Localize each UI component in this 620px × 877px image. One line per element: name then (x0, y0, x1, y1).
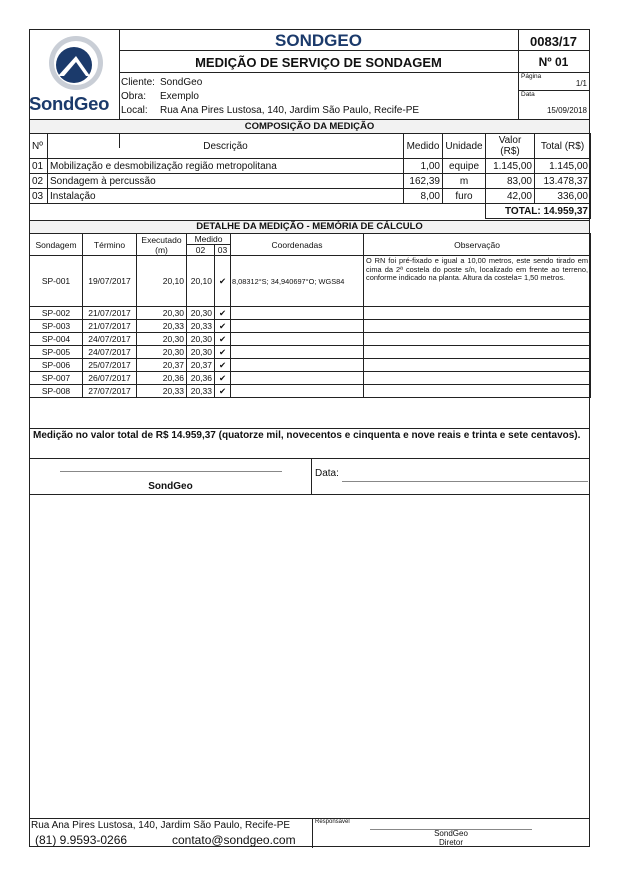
cell-hole: SP-005 (30, 346, 83, 359)
check-icon: ✔ (215, 346, 231, 359)
document-number: 0083/17 (530, 34, 577, 49)
detail-table (29, 233, 591, 398)
cell-end: 24/07/2017 (83, 346, 137, 359)
measure-number: Nº 01 (538, 55, 569, 69)
cell-coords (231, 320, 364, 333)
cell-coords (231, 307, 364, 320)
cell-executed: 20,33 (137, 320, 187, 333)
cell-coords (231, 385, 364, 398)
cell-end: 27/07/2017 (83, 385, 137, 398)
cell-hole: SP-002 (30, 307, 83, 320)
cell-measured-02: 20,33 (187, 320, 215, 333)
table-row (30, 307, 591, 320)
check-icon: ✔ (215, 372, 231, 385)
cell-executed: 20,33 (137, 385, 187, 398)
check-icon: ✔ (215, 256, 231, 307)
cell-measured: 162,39 (404, 174, 443, 189)
work-label: Obra: (121, 91, 147, 102)
cell-obs: O RN foi pré-fixado e igual a 10,00 metros, este sendo tirado em cima da 2ª costela do poste s/n, localizado em frente ao terreno, conforme indicado na planta. Altura da costela= 1,50 metros. (364, 256, 591, 307)
logo-mark-icon (30, 32, 119, 94)
footer-address: Rua Ana Pires Lustosa, 140, Jardim São Paulo, Recife-PE (31, 820, 291, 831)
cell-obs (364, 307, 591, 320)
cell-unit: m (443, 174, 486, 189)
cell-executed: 20,36 (137, 372, 187, 385)
company-name: SONDGEO (275, 31, 362, 50)
cell-total: 1.145,00 (535, 159, 591, 174)
cell-hole: SP-001 (30, 256, 83, 307)
cell-coords (231, 346, 364, 359)
date-value: 15/09/2018 (546, 106, 587, 115)
check-icon: ✔ (215, 385, 231, 398)
col-num: Nº (30, 134, 48, 159)
table-row (30, 320, 591, 333)
col-measured: Medido (404, 134, 443, 159)
cell-obs (364, 372, 591, 385)
logo-text: SondGeo (29, 93, 110, 114)
page-value: 1/1 (575, 79, 587, 88)
cell-end: 26/07/2017 (83, 372, 137, 385)
cell-hole: SP-004 (30, 333, 83, 346)
check-icon: ✔ (215, 333, 231, 346)
table-row (30, 372, 591, 385)
cell-measured: 8,00 (404, 189, 443, 204)
date-sign-label: Data: (315, 468, 339, 479)
col-obs: Observação (364, 234, 591, 256)
col-value: Valor (R$) (486, 134, 535, 159)
table-row (30, 333, 591, 346)
client-value: SondGeo (160, 77, 203, 88)
cell-end: 25/07/2017 (83, 359, 137, 372)
client-label: Cliente: (121, 77, 155, 88)
cell-executed: 20,30 (137, 307, 187, 320)
cell-measured-02: 20,30 (187, 346, 215, 359)
responsible-role: Diretor (438, 838, 463, 847)
cell-desc: Instalação (48, 189, 404, 204)
cell-coords (231, 372, 364, 385)
cell-obs (364, 385, 591, 398)
col-executed: Executado (m) (137, 234, 187, 256)
cell-executed: 20,30 (137, 333, 187, 346)
company-logo (30, 30, 119, 119)
total-in-words: Medição no valor total de R$ 14.959,37 (quatorze mil, novecentos e cinquenta e nove reais e trinta e sete centavos). (33, 430, 581, 441)
page-label: Página (521, 73, 542, 80)
col-hole: Sondagem (30, 234, 83, 256)
date-label: Data (521, 91, 535, 98)
cell-end: 19/07/2017 (83, 256, 137, 307)
cell-obs (364, 333, 591, 346)
signature-line (60, 471, 282, 472)
footer-phone: (81) 9.9593-0266 (35, 833, 128, 847)
cell-desc: Sondagem à percussão (48, 174, 404, 189)
cell-end: 24/07/2017 (83, 333, 137, 346)
cell-measured-02: 20,37 (187, 359, 215, 372)
cell-measured-02: 20,33 (187, 385, 215, 398)
table-row (30, 159, 591, 174)
composition-section-title: COMPOSIÇÃO DA MEDIÇÃO (30, 120, 589, 134)
col-total: Total (R$) (535, 134, 591, 159)
cell-measured: 1,00 (404, 159, 443, 174)
table-row (30, 385, 591, 398)
composition-table (29, 133, 591, 219)
cell-value: 83,00 (486, 174, 535, 189)
cell-hole: SP-006 (30, 359, 83, 372)
cell-num: 03 (30, 189, 48, 204)
work-value: Exemplo (160, 91, 199, 102)
cell-measured-02: 20,10 (187, 256, 215, 307)
cell-executed: 20,30 (137, 346, 187, 359)
document-title: MEDIÇÃO DE SERVIÇO DE SONDAGEM (195, 55, 442, 70)
col-coords: Coordenadas (231, 234, 364, 256)
cell-end: 21/07/2017 (83, 320, 137, 333)
col-measured-02: 02 (187, 245, 215, 256)
cell-unit: equipe (443, 159, 486, 174)
cell-measured-02: 20,30 (187, 307, 215, 320)
cell-measured-02: 20,36 (187, 372, 215, 385)
cell-value: 42,00 (486, 189, 535, 204)
signatory-name: SondGeo (148, 481, 193, 492)
cell-num: 01 (30, 159, 48, 174)
table-row (30, 189, 591, 204)
cell-total: 13.478,37 (535, 174, 591, 189)
col-unit: Unidade (443, 134, 486, 159)
cell-end: 21/07/2017 (83, 307, 137, 320)
cell-measured-02: 20,30 (187, 333, 215, 346)
cell-coords (231, 333, 364, 346)
detail-section-title: DETALHE DA MEDIÇÃO - MEMÓRIA DE CÁLCULO (30, 220, 589, 234)
check-icon: ✔ (215, 359, 231, 372)
table-row (30, 174, 591, 189)
col-measured-03: 03 (215, 245, 231, 256)
check-icon: ✔ (215, 320, 231, 333)
cell-unit: furo (443, 189, 486, 204)
location-label: Local: (121, 105, 148, 116)
col-end: Término (83, 234, 137, 256)
col-measured: Medido (187, 234, 231, 245)
table-row (30, 346, 591, 359)
table-row (30, 256, 591, 307)
cell-obs (364, 320, 591, 333)
cell-value: 1.145,00 (486, 159, 535, 174)
cell-desc: Mobilização e desmobilização região metropolitana (48, 159, 404, 174)
cell-obs (364, 359, 591, 372)
cell-hole: SP-003 (30, 320, 83, 333)
cell-coords: 8,08312°S; 34,940697°O; WGS84 (231, 256, 364, 307)
check-icon: ✔ (215, 307, 231, 320)
col-desc: Descrição (48, 134, 404, 159)
table-row (30, 359, 591, 372)
cell-obs (364, 346, 591, 359)
responsible-name: SondGeo (434, 829, 468, 838)
date-sign-line (342, 481, 588, 482)
location-value: Rua Ana Pires Lustosa, 140, Jardim São Paulo, Recife-PE (160, 105, 420, 116)
grand-total: TOTAL: 14.959,37 (486, 204, 591, 219)
cell-total: 336,00 (535, 189, 591, 204)
measurement-sheet (29, 29, 590, 847)
responsible-label: Responsável (315, 819, 350, 825)
cell-num: 02 (30, 174, 48, 189)
cell-coords (231, 359, 364, 372)
cell-hole: SP-008 (30, 385, 83, 398)
cell-executed: 20,10 (137, 256, 187, 307)
cell-hole: SP-007 (30, 372, 83, 385)
cell-executed: 20,37 (137, 359, 187, 372)
footer-email: contato@sondgeo.com (172, 833, 296, 847)
